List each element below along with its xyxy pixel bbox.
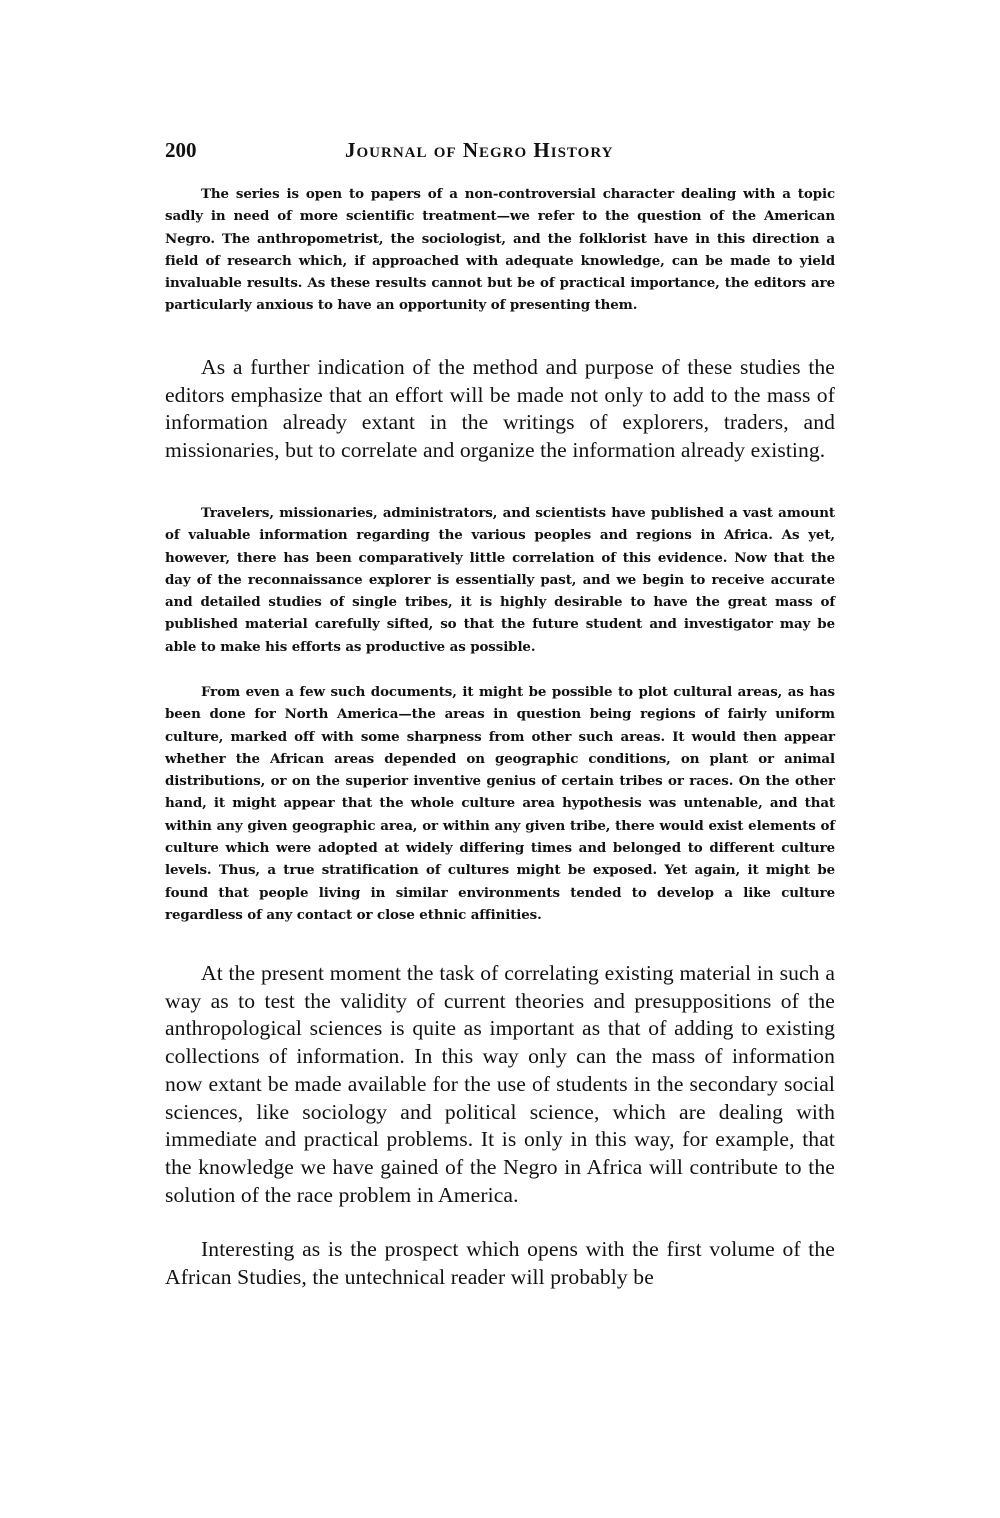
body-paragraph: At the present moment the task of correlating existing material in such a way as to test the validity of current theories and presuppositions of the anthropological sciences is quite as important as that of adding to existing collections of information. In this way only can the mass of information now extant be made available for the use of students in the secondary social sciences, like sociology and political science, which are dealing with immediate and practical problems. It is only in this way, for example, that the knowledge we have gained of the Negro in Africa will contribute to the solution of the race problem in America. xyxy=(165,961,835,1207)
block-quote: From even a few such documents, it might be possible to plot cultural areas, as has been done for North America—the areas in question being regions of fairly uniform culture, marked off with some sharpness from other such areas. It would then appear whether the African areas depended on geographic conditions, on plant or animal distributions, or on the superior inventive genius of certain tribes or races. On the other hand, it might appear that the whole culture area hypothesis was untenable, and that within any given geographic area, or within any given tribe, there would exist elements of culture which were adopted at widely differing times and belonged to different culture levels. Thus, a true stratification of cultures might be exposed. Yet again, it might be found that people living in similar environments tended to develop a like culture regardless of any contact or close ethnic affinities. xyxy=(165,684,835,923)
block-quote: Travelers, missionaries, administrators, and scientists have published a vast amount of valuable information regarding the various peoples and regions in Africa. As yet, however, there has been comparatively little correlation of this evidence. Now that the day of the reconnaissance explorer is essentially past, and we begin to receive accurate and detailed studies of single tribes, it is highly desirable to have the great mass of published material carefully sifted, so that the future student and investigator may be able to make his efforts as productive as possible. xyxy=(165,505,835,655)
journal-title: Journal of Negro History xyxy=(345,138,614,162)
body-paragraph: Interesting as is the prospect which opens with the first volume of the African Studies, the untechnical reader will probably be xyxy=(165,1237,835,1289)
page-number: 200 xyxy=(165,138,197,162)
block-quote: The series is open to papers of a non-controversial character dealing with a topic sadly in need of more scientific treatment—we refer to the question of the American Negro. The anthropometrist, the sociologist, and the folklorist have in this direction a field of research which, if approached with adequate knowledge, can be made to yield invaluable results. As these results cannot but be of practical importance, the editors are particularly anxious to have an opportunity of presenting them. xyxy=(165,186,835,314)
running-header xyxy=(165,138,835,168)
body-paragraph: As a further indication of the method and purpose of these studies the editors emphasize that an effort will be made not only to add to the mass of information already extant in the writings of explorers, traders, and missionaries, but to correlate and organize the information already existing. xyxy=(165,355,835,463)
